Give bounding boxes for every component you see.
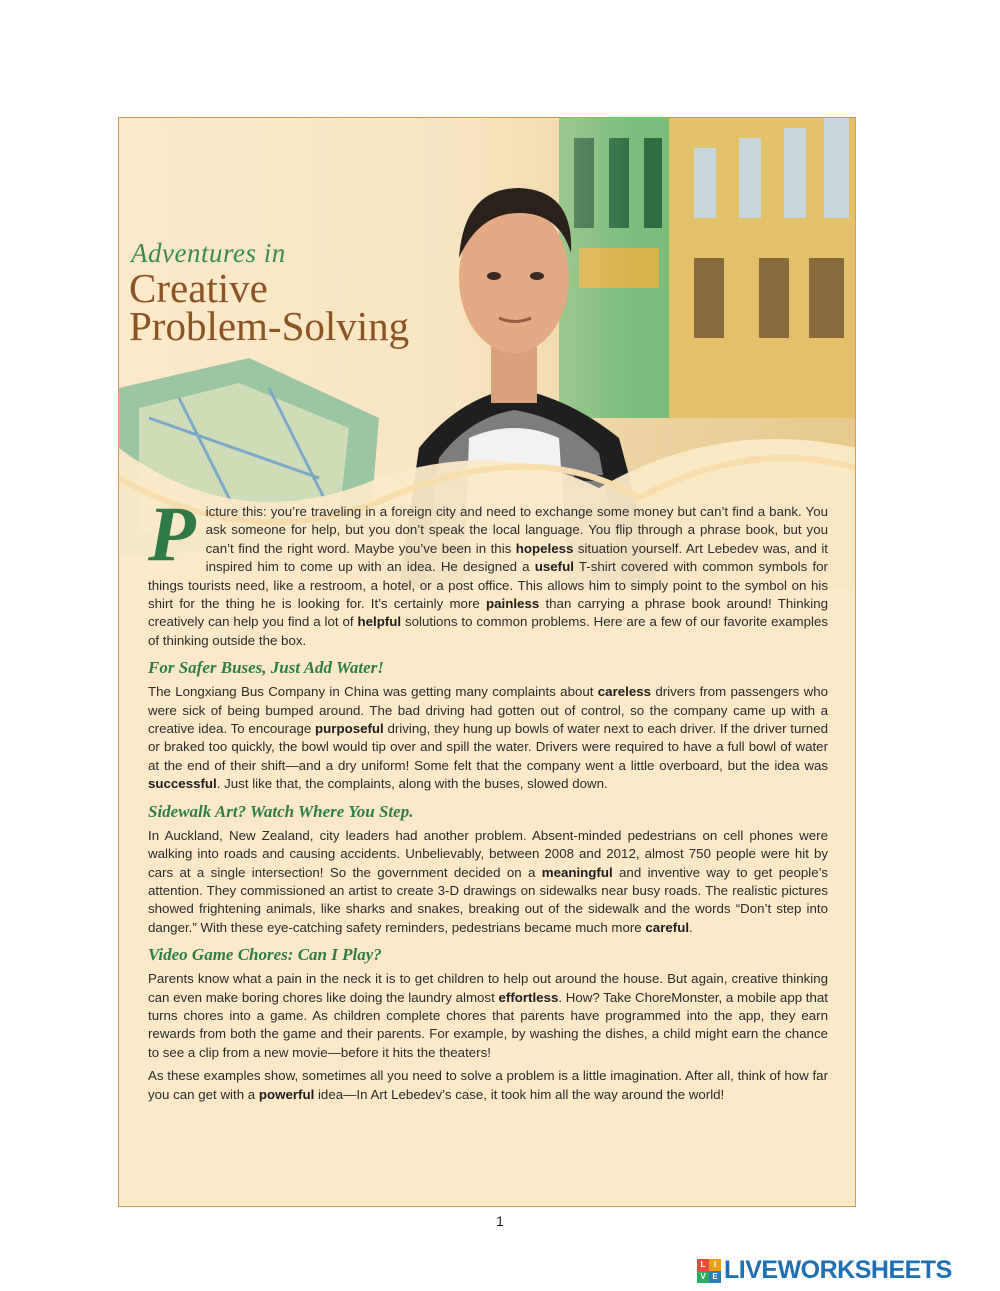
intro-paragraph: Picture this: you’re traveling in a foreign city and need to exchange some money but can’t find a bank. You ask someone for help, but you don’t speak the local language. You flip through a phrase book, but you can’t find the right word. Maybe you’ve been in this hopeless situation yourself. Art Lebedev was, and it inspired him to come up with an idea. He designed a useful T-shirt covered with common symbols for things tourists need, like a restroom, a hotel, or a post office. This allows him to simply point to the symbol on his shirt for the thing he is looking for. It’s certainly more painless than carrying a phrase book around! Thinking creatively can help you find a lot of helpful solutions to common problems. Here are a few of our favorite examples of thinking outside the box. (148, 490, 828, 648)
title-line-1: Adventures in (131, 238, 286, 268)
vocab-word: careful (645, 919, 690, 935)
article-body (148, 490, 829, 1104)
title-line-2: Creative (129, 265, 268, 311)
vocab-word: meaningful (541, 864, 613, 880)
title-line-3: Problem-Solving (129, 303, 410, 349)
section-heading: Video Game Chores: Can I Play? (148, 945, 382, 965)
vocab-word: helpful (357, 614, 402, 630)
drop-cap: P (148, 490, 196, 577)
logo-mark-icon: L I V E (697, 1259, 721, 1283)
section-heading: Sidewalk Art? Watch Where You Step. (148, 801, 414, 821)
section-heading: For Safer Buses, Just Add Water! (148, 658, 384, 678)
section-paragraph: The Longxiang Bus Company in China was getting many complaints about careless drivers from passengers who were sick of being bumped around. The bad driving had gotten out of control, so the company came up with a creative idea. To encourage purposeful driving, they hung up bowls of water next to each driver. If the driver turned or braked too quickly, the bowl would tip over and spill the water. Drivers were required to have a full bowl of water at the end of their shift—and a dry uniform! Some felt that the company went a little overboard, but the idea was successful. Just like that, the complaints, along with the buses, slowed down. (148, 684, 828, 792)
section-paragraph: In Auckland, New Zealand, city leaders had another problem. Absent-minded pedestrians on cell phones were walking into roads and causing accidents. Unbelievably, between 2008 and 2012, almost 750 people were hit by cars at a single intersection! So the government decided on a meaningful and inventive way to get people’s attention. They commissioned an artist to create 3-D drawings on sidewalks near busy roads. The realistic pictures showed frightening animals, like sharks and snakes, breaking out of the sidewalk and the words “Don’t step into danger.” With these eye-catching safety reminders, pedestrians became much more careful. (148, 827, 829, 935)
vocab-word: hopeless (515, 540, 574, 556)
liveworksheets-logo (697, 1256, 952, 1285)
closing-paragraph: As these examples show, sometimes all you need to solve a problem is a little imagination. After all, think of how far you can get with a powerful idea—In Art Lebedev’s case, it took him all the way around the world! (148, 1068, 828, 1102)
article-title (129, 238, 410, 349)
article-card (118, 117, 856, 1207)
vocab-word: effortless (498, 989, 559, 1005)
vocab-word: useful (534, 559, 574, 575)
vocab-word: powerful (258, 1086, 315, 1102)
section-paragraph: Parents know what a pain in the neck it is to get children to help out around the house. But again, creative thinking can even make boring chores like doing the laundry almost effortless. How? Take ChoreMonster, a mobile app that turns chores into a game. As children complete chores that parents have programmed into the app, they earn rewards from both the game and their parents. For example, by washing the dishes, a child might earn the chance to see a clip from a new movie—before it hits the theaters! (148, 971, 828, 1060)
vocab-word: successful (148, 776, 217, 792)
vocab-word: careless (597, 684, 652, 700)
page-number: 1 (496, 1213, 504, 1229)
vocab-word: painless (486, 596, 540, 612)
vocab-word: purposeful (315, 721, 384, 737)
brand-name: LIVEWORKSHEETS (724, 1256, 952, 1284)
